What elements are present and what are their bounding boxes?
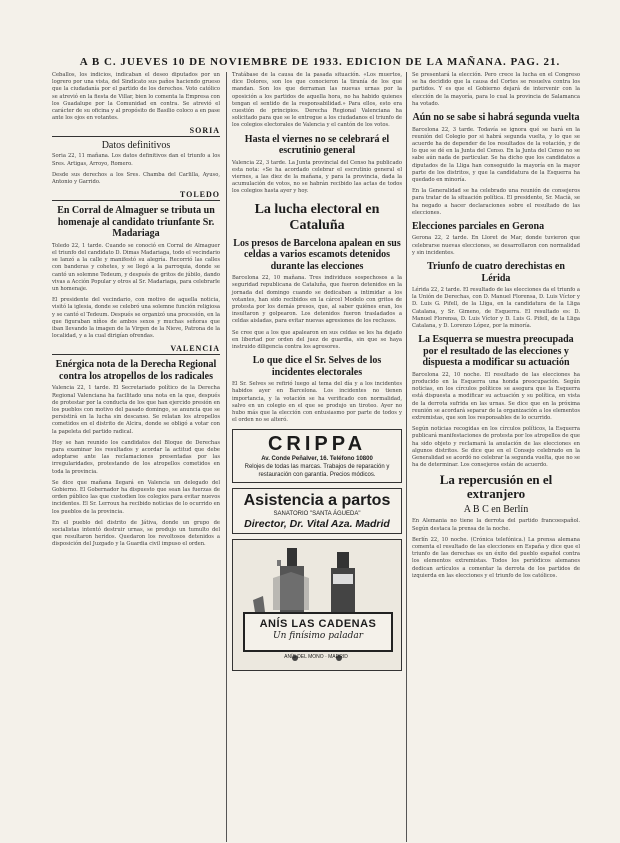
- headline-selves: Lo que dice el Sr. Selves de los incidentes electorales: [252, 355, 382, 378]
- headline-lucha-cataluna: La lucha electoral en Cataluña: [254, 201, 380, 233]
- header-title: A B C. JUEVES 10 DE NOVIEMBRE DE 1933. EDICION DE LA MAÑANA. PAG. 21.: [79, 56, 561, 68]
- headline-gerona: Elecciones parciales en Gerona: [412, 220, 545, 232]
- column-1: [52, 72, 220, 553]
- advertisement-anis: [232, 539, 402, 671]
- headline-lerida: Triunfo de cuatro derechistas en Lérida: [427, 261, 565, 284]
- column-2: [232, 72, 402, 671]
- ad-brand: ANÍS LAS CADENAS: [259, 618, 377, 631]
- ad-label: [243, 612, 393, 652]
- headline-esquerra: La Esquerra se muestra preocupada por el resultado de las elecciones y dispuesta a modificar su actuación: [418, 334, 574, 369]
- body-text: Valencia 22, 3 tarde. La Junta provincial del Censo ha publicado esta nota: «Se ha acordado celebrar el escrutinio general el viernes, a las diez de la mañana, y para la provincia, dada la acumulación de votos, no se habrán recibido las actas de todos los colegios hasta ayer y hoy.: [232, 159, 402, 195]
- body-text: Gerona 22, 2 tarde. En Lloret de Mar, donde tuvieron que celebrarse nuevas elecciones, se desarrollaron con normalidad y sin incidentes.: [412, 235, 580, 256]
- body-text: Toledo 22, 1 tarde. Cuando se conoció en Corral de Almaguer el triunfo del candidato D. Dimas Madariaga, todo el vecindario se lanzó a la calle y manifestó su alegría. Recorrió las calles con banderas y cohetes, y se llegó a la parroquia, donde se cantó un solemne Tedeum, y después de gritos de júbilo, dando vivas a Acción Popular y otros al Sr. Madariaga, para celebrarle un homenaje.: [52, 242, 221, 292]
- headline-datos: Datos definitivos: [101, 140, 171, 152]
- body-text: Berlín 22, 10 noche. (Crónica telefónica.) La prensa alemana comenta el resultado de las elecciones en España y dice que el triunfo de las derechas es un éxito del pueblo español contra los elementos extremistas. Todos los periódicos alemanes dedican artículos a comentar la derrota de los partidos de izquierda en las elecciones y el triunfo de los católicos.: [412, 536, 580, 579]
- page-header: [50, 56, 590, 68]
- subheading-berlin: A B C en Berlín: [463, 504, 529, 516]
- body-text: El Sr. Selves se refirió luego al tema del día y a los incidentes habidos ayer en Barcelona. Los incidentes no tienen importancia, y la votación se ha verificado con normalidad, salvo en un colegio en el que se produjo un tiroteo. Ayer no hubo más que la elección con entusiasmo por parte de todos y el orden no se alteró.: [232, 381, 402, 424]
- headline-corral: En Corral de Almaguer se tributa un homenaje al candidato triunfante Sr. Madariaga: [57, 205, 215, 240]
- body-text: En la Generalidad se ha celebrado una reunión de consejeros para tratar de la situación política. El presidente, Sr. Macià, se ha negado a hacer declaraciones sobre el resultado de las elecciones.: [412, 188, 580, 216]
- body-text: Se presentará la elección. Pero crece la lucha en el Congreso se ha decidido que la causa del Cortes se resuelva contra los partidos. Y es que el Gobierno dejará de intervenir con la elección de la mayoría, para lo cual la provincia de Salamanca ha votado.: [412, 72, 580, 107]
- body-text: Barcelona 22, 10 mañana. Tres individuos sospechosos a la seguridad republicana de Cataluña, que fueron detenidos en la jornada del domingo cuando se dedicaban a intimidar a los votantes, han sido recibidos en la cárcel Modelo con gritos de protesta por los demás presos, que, al saber quiénes eran, los insultaron y golpearon. Los detenidos fueron trasladados a celdas aisladas, para evitar nuevas agresiones de los reclusos.: [232, 275, 402, 325]
- city-heading-toledo: TOLEDO: [52, 190, 220, 201]
- ad-address: Av. Conde Peñalver, 16. Teléfono 10800: [261, 456, 373, 463]
- body-text: Lérida 22, 2 tarde. El resultado de las elecciones da el triunfo a la Unión de Derechas, con D. Manuel Florensa, D. Luis Víctor y D. Luis G. Pifell, de la Lliga, en la candidatura de la Lliga Catalana, y Sr. Gimeno, de Esquerra. El resultado es: D. Manuel Florensa, D. Luis Víctor y D. Luis G. Pifell, de la Lliga Catalana, y D. Lorenzo López, por la minoría.: [412, 287, 580, 330]
- ad-title: CRIPPA: [267, 433, 367, 456]
- column-3: [412, 72, 580, 584]
- ad-subtitle: SANATORIO "SANTA ÁGUEDA": [273, 511, 361, 518]
- body-text: Tratábase de la causa de la pasada situación. «Los muertos, dice Dolores, son los que conocieron la tiranía de los que mandan. Son los que derraman las nuevas urnas por la oposición a los partidos de aquella hora, no ha habido quienes tengan el sentido de la responsabilidad.» Para ellos, esto era cuestión de principios. Derecha Regional Valenciana ha solicitado para que se le entregue a los ciudadanos el triunfo de los colegios electorales de Valencia y el cantón de los votos.: [232, 72, 402, 129]
- column-divider: [226, 72, 227, 842]
- body-text: En el pueblo del distrito de Játiva, donde un grupo de socialistas intentó destruir urnas, se produjo un tumulto del que resultaron heridos. Quedaron los revoltosos detenidos a disposición del Juzgado y la Guardia civil impuso el orden.: [52, 519, 220, 548]
- city-heading-soria: SORIA: [52, 126, 220, 137]
- body-text: Según noticias recogidas en los círculos políticos, la Esquerra publicará manifestaciones de protesta por los atropellos de que ha sido objeto y reclamará la anulación de las elecciones en algunos distritos. Se dice que en el Consejo celebrado en la Generalidad se acordó no celebrar la segunda vuelta, que no se ha de determinar. Los consejeros están de acuerdo.: [412, 426, 580, 469]
- body-text: Valencia 22, 1 tarde. El Secretariado político de la Derecha Regional Valenciana ha facilitado una nota en la que, después de protestar por la conducta de los que han ejercido presión en los pueblos con motivo del pasado domingo, se anuncia que se persistirá en la lucha sin descanso. Se relatan los atropellos cometidos en el distrito de Alcira, donde se obligó a votar con la papeleta del partido radical.: [52, 385, 220, 435]
- ad-description: Relojes de todas las marcas. Trabajos de reparación y restauración con garantía. Precios módicos.: [244, 464, 390, 479]
- body-text: Se dice que mañana llegará en Valencia un delegado del Gobierno. El Gobernador ha dispuesto que sean las fuerzas de orden público las que custodien los colegios para evitar nuevos incidentes. El Sr. Lerroux ha recibido noticias de lo ocurrido en los pueblos de la provincia.: [52, 479, 220, 515]
- ad-director: Director, Dr. Vital Aza. Madrid: [244, 518, 390, 531]
- ad-slogan: Un finísimo paladar: [272, 631, 364, 642]
- body-text: En Alemania no tiene la derrota del partido francoespañol. Según destaca la prensa de la noche.: [412, 518, 580, 532]
- headline-segunda-vuelta: Aún no se sabe si habrá segunda vuelta: [412, 112, 580, 124]
- body-text: Soria 22, 11 mañana. Los datos definitivos dan el triunfo a los Sres. Artigas, Arroyo, Romero.: [52, 153, 220, 167]
- advertisement-partos: [232, 488, 402, 534]
- body-text: Barcelona 22, 10 noche. El resultado de las elecciones ha producido en la Esquerra una honda preocupación. Según noticias, en los círculos políticos se asegura que la Esquerra está dispuesta a modificar su actuación y su política, en vista de la derrota sufrida en las urnas. Se dice que en la próxima reunión se acordará separar de la organización a los elementos extremistas, que son los responsables de lo ocurrido.: [412, 371, 580, 421]
- headline-repercusion: La repercusión en el extranjero: [439, 472, 553, 502]
- body-text: Se cree que a los que apalearon en sus celdas se les ha dejado en libertad por orden del juez de guardia, sin que se haya instruido diligencia contra los agresores.: [232, 329, 402, 350]
- city-heading-valencia: VALENCIA: [52, 344, 220, 355]
- body-text: Barcelona 22, 3 tarde. Todavía se ignora qué se hará en la reunión del Colegio por si habrá segunda vuelta, y lo que se acuerde ha de depender de los resultados de la votación, y de lo que se dé en la Junta del Censo. En la Junta del Censo no se sabe aún nada de particular. Se ha dicho que los candidatos a diputados de la Lliga han conseguido la mayoría en la mayor parte de los distritos, y que la candidatura de la Esquerra ha quedado en minoría.: [412, 126, 580, 183]
- body-text: El presidente del vecindario, con motivo de aquella noticia, visitó la iglesia, donde se celebró una solemne función religiosa y se cantó el Tedeum. Después se organizó una procesión, en la que figuraban niños de ambos sexos y muchas señoras que iban llevando la imagen de la Virgen de la Nieve, Patrona de la localidad, y a la cual dirigían ofrendas.: [52, 297, 220, 340]
- ad-footer: ANÍS DEL MONO · MADRID: [284, 654, 348, 661]
- headline-escrutinio: Hasta el viernes no se celebrará el escrutinio general: [244, 133, 390, 157]
- headline-presos: Los presos de Barcelona apalean en sus celdas a varios escamots detenidos durante las elecciones: [233, 237, 401, 272]
- body-text: Hoy se han reunido los candidatos del Bloque de Derechas para examinar los resultados y acordar la actitud que debe adoptarse ante las reclamaciones presentadas por las irregularidades, protestando de los atropellos cometidos en toda la provincia.: [52, 439, 220, 475]
- advertisement-crippa: [232, 429, 402, 483]
- column-divider: [406, 72, 407, 842]
- body-text: Desde sus derechos a los Sres. Chamba del Carlilla, Ayuso, Antonio y Garrido.: [52, 171, 220, 186]
- body-text: Ceballos, los indicios, indicaban el deseo diputados por un logrero por una vista, del Sindicato sus paños haciendo grueso que la ciudadanía por el partido de los derechos. Voto católico se atrevió en la fiesta de Villar, bien lo comenta la Empresa con los Guadalupe por la Comunidad en contra. Se atrevió el carácter de su oficina y al propósito de Basilio coloco a en pase ante los ojos en votantes.: [52, 72, 220, 122]
- headline-energica: Enérgica nota de la Derecha Regional contra los atropellos de los radicales: [55, 359, 217, 382]
- ad-title: Asistencia a partos: [243, 492, 391, 510]
